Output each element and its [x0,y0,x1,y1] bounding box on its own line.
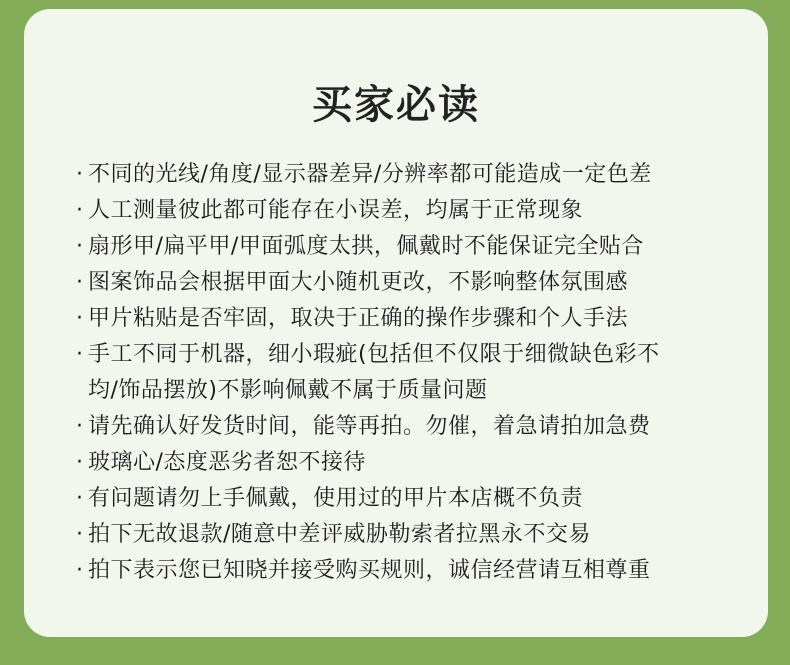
bullet-dot: · [76,486,84,511]
rule-text: 甲片粘贴是否牢固，取决于正确的操作步骤和个人手法 [88,306,629,331]
bullet-dot: · [76,306,84,331]
rule-text: 拍下无故退款/随意中差评威胁勒索者拉黑永不交易 [88,522,591,547]
bullet-dot: · [76,270,84,295]
rule-item [76,193,736,229]
page-title: 买家必读 [312,82,480,128]
rule-text: 玻璃心/态度恶劣者恕不接待 [88,450,366,475]
bullet-dot: · [76,450,84,475]
rule-item [76,229,736,265]
bullet-dot: · [76,342,84,367]
rule-text: 有问题请勿上手佩戴，使用过的甲片本店概不负责 [88,486,584,511]
rule-item [76,553,736,589]
rule-text: 均/饰品摆放)不影响佩戴不属于质量问题 [88,378,488,403]
bullet-dot: · [76,234,84,259]
rule-item [76,517,736,553]
rule-item [76,301,736,337]
rule-text: 拍下表示您已知晓并接受购买规则，诚信经营请互相尊重 [88,558,651,583]
rule-text: 请先确认好发货时间，能等再拍。勿催，着急请拍加急费 [88,414,651,439]
rule-item [76,445,736,481]
rule-text: 人工测量彼此都可能存在小误差，均属于正常现象 [88,198,584,223]
rule-item [76,409,736,445]
rule-text: 扇形甲/扁平甲/甲面弧度太拱，佩戴时不能保证完全贴合 [88,234,644,259]
bullet-dot: · [76,522,84,547]
notice-card [24,9,768,637]
rule-item [76,265,736,301]
rule-text: 图案饰品会根据甲面大小随机更改，不影响整体氛围感 [88,270,629,295]
rule-item [76,337,736,409]
rules-list [76,157,736,589]
rule-item [76,481,736,517]
rule-text: 不同的光线/角度/显示器差异/分辨率都可能造成一定色差 [88,162,652,187]
rule-item [76,157,736,193]
bullet-dot: · [76,558,84,583]
bullet-dot: · [76,162,84,187]
bullet-dot: · [76,198,84,223]
rule-text: 手工不同于机器，细小瑕疵(包括但不仅限于细微缺色彩不 [88,342,660,367]
bullet-dot: · [76,414,84,439]
